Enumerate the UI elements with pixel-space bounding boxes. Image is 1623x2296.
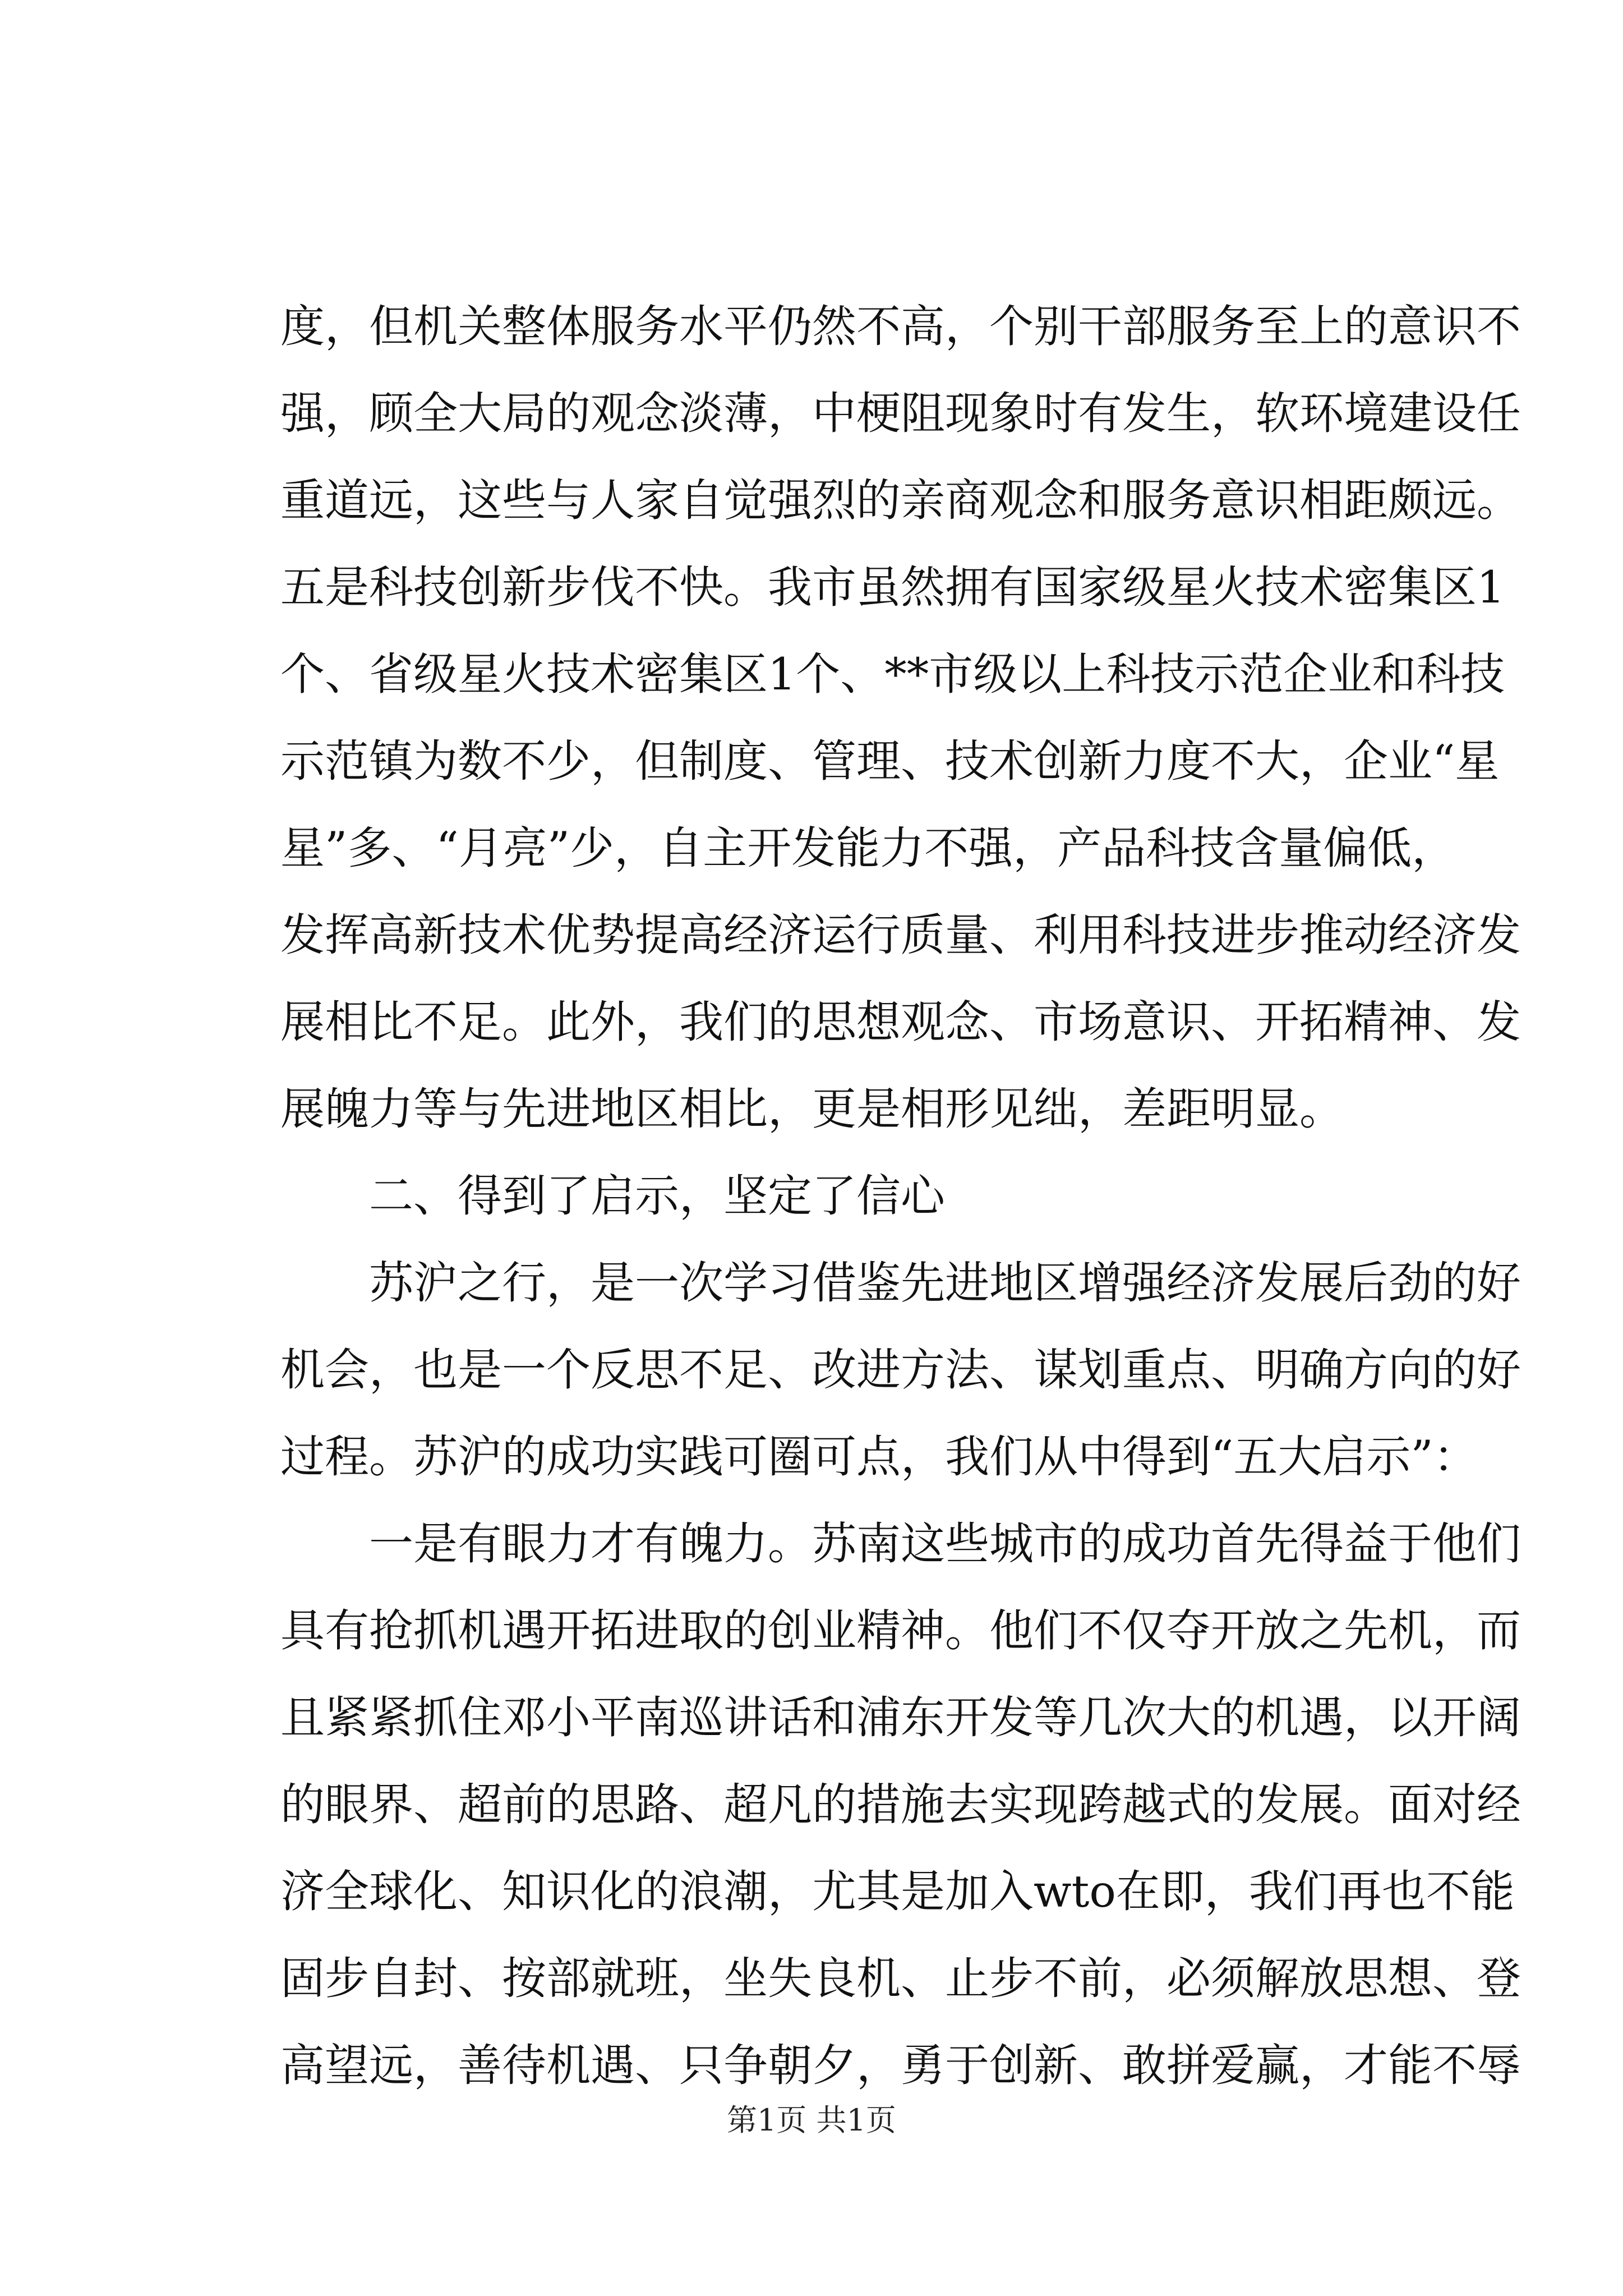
text-line: 展相比不足。此外，我们的思想观念、市场意识、开拓精神、发 [280, 996, 1521, 1048]
text-line: 发挥高新技术优势提高经济运行质量、利用科技进步推动经济发 [280, 909, 1521, 961]
text-line: 且紧紧抓住邓小平南巡讲话和浦东开发等几次大的机遇，以开阔 [280, 1692, 1521, 1743]
text-line: 强，顾全大局的观念淡薄，中梗阻现象时有发生，软环境建设任 [280, 388, 1521, 439]
text-line: 机会，也是一个反思不足、改进方法、谋划重点、明确方向的好 [280, 1344, 1521, 1396]
text-line: 固步自封、按部就班，坐失良机、止步不前，必须解放思想、登 [280, 1953, 1521, 2004]
document-body [280, 283, 1521, 2109]
text-line: 的眼界、超前的思路、超凡的措施去实现跨越式的发展。面对经 [280, 1779, 1521, 1830]
text-line: 展魄力等与先进地区相比，更是相形见绌，差距明显。 [280, 1083, 1344, 1135]
section-heading: 二、得到了启示，坚定了信心 [369, 1170, 945, 1222]
text-line: 苏沪之行，是一次学习借鉴先进地区增强经济发展后劲的好 [369, 1257, 1521, 1309]
text-line: 星”多、“月亮”少，自主开发能力不强，产品科技含量偏低， [280, 822, 1456, 874]
text-line: 具有抢抓机遇开拓进取的创业精神。他们不仅夺开放之先机，而 [280, 1605, 1521, 1657]
text-line: 度，但机关整体服务水平仍然不高，个别干部服务至上的意识不 [280, 301, 1521, 352]
text-line: 示范镇为数不少，但制度、管理、技术创新力度不大，企业“星 [280, 735, 1500, 787]
text-line: 五是科技创新步伐不快。我市虽然拥有国家级星火技术密集区1 [280, 562, 1505, 613]
text-line: 重道远，这些与人家自觉强烈的亲商观念和服务意识相距颇远。 [280, 475, 1521, 526]
text-line: 一是有眼力才有魄力。苏南这些城市的成功首先得益于他们 [369, 1518, 1521, 1570]
page-footer: 第1页 共1页 [727, 2102, 896, 2138]
text-line: 个、省级星火技术密集区1个、**市级以上科技示范企业和科技 [280, 648, 1505, 700]
text-line: 高望远，善待机遇、只争朝夕，勇于创新、敢拼爱赢，才能不辱 [280, 2040, 1521, 2091]
text-line: 过程。苏沪的成功实践可圈可点，我们从中得到“五大启示”： [280, 1431, 1478, 1483]
text-line: 济全球化、知识化的浪潮，尤其是加入wto在即，我们再也不能 [280, 1866, 1515, 1917]
